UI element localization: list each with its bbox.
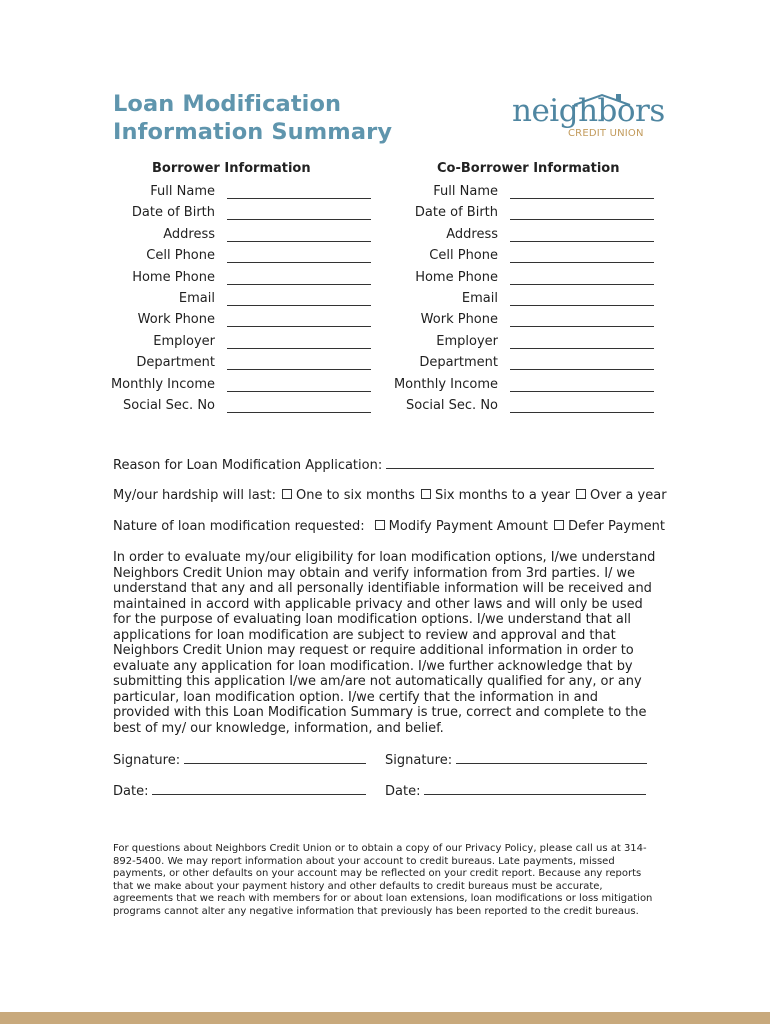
nature-row — [113, 519, 665, 535]
coborrower-field-label: Social Sec. No — [405, 398, 498, 413]
signature-2-label: Signature: — [385, 753, 453, 768]
hardship-label: My/our hardship will last: — [113, 488, 276, 503]
signature-2 — [385, 752, 647, 769]
coborrower-field-row — [0, 377, 770, 393]
coborrower-field-row — [0, 205, 770, 221]
date-1-label: Date: — [113, 784, 149, 799]
coborrower-field-input[interactable] — [510, 369, 654, 370]
coborrower-field-row — [0, 227, 770, 243]
borrower-field-label: Email — [178, 291, 215, 306]
borrower-field-label: Work Phone — [137, 312, 215, 328]
coborrower-field-row — [0, 248, 770, 264]
hardship-option-2: Six months to a year — [434, 488, 571, 503]
date-1 — [113, 783, 366, 800]
reason-row — [113, 457, 654, 474]
coborrower-field-label: Monthly Income — [393, 376, 498, 392]
borrower-field-label: Employer — [153, 333, 215, 349]
coborrower-field-label: Home Phone — [415, 269, 498, 285]
coborrower-heading: Co-Borrower Information — [437, 161, 620, 176]
hardship-checkbox-2[interactable] — [421, 489, 431, 499]
coborrower-field-label: Cell Phone — [429, 248, 498, 264]
borrower-field-label: Date of Birth — [131, 205, 215, 221]
page-title-line-1: Loan Modification — [113, 91, 342, 117]
logo-subtitle: CREDIT UNION — [568, 128, 644, 139]
coborrower-field-row — [0, 334, 770, 350]
coborrower-field-label: Work Phone — [420, 312, 498, 328]
page-title-line-2: Information Summary — [113, 119, 393, 145]
consent-paragraph: In order to evaluate my/our eligibility for loan modification options, I/we understand Neighbors Credit Union may obtain and verify information from 3rd parties. I/ we understand that any and all personally identifiable information will be received and maintained in accord with applicable privacy and other laws and will only be used for the purpose of evaluating loan modification options. I/we understand that all applications for loan modification are subject to review and approval and that Neighbors Credit Union may request or require additional information in order to evaluate any application for loan modification. I/we further acknowledge that by submitting this application I/we am/are not automatically qualified for any, or any particular, loan modification option. I/we certify that the information in and provided with this Loan Modification Summary is true, correct and complete to the best of my/ our knowledge, information, and belief. — [113, 550, 656, 736]
coborrower-field-row — [0, 270, 770, 286]
hardship-checkbox-3[interactable] — [576, 489, 586, 499]
date-2-input[interactable] — [424, 783, 646, 795]
privacy-footer: For questions about Neighbors Credit Union or to obtain a copy of our Privacy Policy, please call us at 314-892-5400. We may report information about your account to credit bureaus. Late payments, missed payments, or other defaults on your account may be reflected on your credit report. Because any reports that we make about your payment history and other defaults to credit bureaus must be accurate, agreements that we reach with members for or about loan extensions, loan modifications or loss mitigation programs cannot alter any negative information that previously has been reported to the credit bureaus. — [113, 843, 653, 917]
coborrower-field-input[interactable] — [510, 262, 654, 263]
borrower-field-label: Address — [163, 226, 215, 242]
date-1-input[interactable] — [152, 783, 366, 795]
reason-input[interactable] — [386, 457, 654, 469]
nature-option-2: Defer Payment — [568, 519, 665, 534]
coborrower-field-input[interactable] — [510, 412, 654, 413]
nature-checkbox-2[interactable] — [554, 520, 564, 530]
borrower-field-label: Cell Phone — [146, 248, 215, 264]
coborrower-field-input[interactable] — [510, 219, 654, 220]
date-2 — [385, 783, 646, 800]
signature-1-input[interactable] — [184, 752, 366, 764]
borrower-heading: Borrower Information — [152, 161, 311, 176]
coborrower-field-input[interactable] — [510, 348, 654, 349]
borrower-field-label: Department — [136, 355, 215, 371]
signature-2-input[interactable] — [456, 752, 647, 764]
coborrower-field-label: Address — [446, 226, 498, 242]
hardship-row — [113, 488, 667, 504]
borrower-field-label: Monthly Income — [110, 376, 215, 392]
coborrower-field-input[interactable] — [510, 391, 654, 392]
coborrower-field-row — [0, 312, 770, 328]
coborrower-field-label: Full Name — [433, 184, 498, 199]
coborrower-field-row — [0, 184, 770, 200]
logo-wordmark: neighbors — [512, 93, 665, 129]
borrower-field-label: Social Sec. No — [122, 398, 215, 413]
coborrower-field-input[interactable] — [510, 198, 654, 199]
reason-label: Reason for Loan Modification Application: — [113, 458, 383, 473]
nature-label: Nature of loan modification requested: — [113, 519, 365, 534]
coborrower-field-row — [0, 355, 770, 371]
coborrower-field-label: Date of Birth — [414, 205, 498, 221]
coborrower-field-row — [0, 398, 770, 414]
hardship-option-3: Over a year — [590, 488, 667, 503]
coborrower-field-input[interactable] — [510, 305, 654, 306]
coborrower-field-input[interactable] — [510, 326, 654, 327]
bottom-bar — [0, 1012, 770, 1024]
nature-option-1: Modify Payment Amount — [388, 519, 548, 534]
coborrower-field-input[interactable] — [510, 241, 654, 242]
coborrower-field-label: Department — [419, 355, 498, 371]
hardship-checkbox-1[interactable] — [282, 489, 292, 499]
signature-1 — [113, 752, 366, 769]
borrower-field-label: Full Name — [150, 184, 215, 199]
page-title — [113, 90, 392, 146]
signature-1-label: Signature: — [113, 753, 181, 768]
coborrower-field-label: Email — [461, 291, 498, 306]
hardship-option-1: One to six months — [295, 488, 415, 503]
borrower-field-label: Home Phone — [132, 269, 215, 285]
neighbors-logo — [512, 92, 665, 144]
nature-checkbox-1[interactable] — [375, 520, 385, 530]
coborrower-field-row — [0, 291, 770, 307]
date-2-label: Date: — [385, 784, 421, 799]
coborrower-field-label: Employer — [436, 333, 498, 349]
coborrower-field-input[interactable] — [510, 284, 654, 285]
